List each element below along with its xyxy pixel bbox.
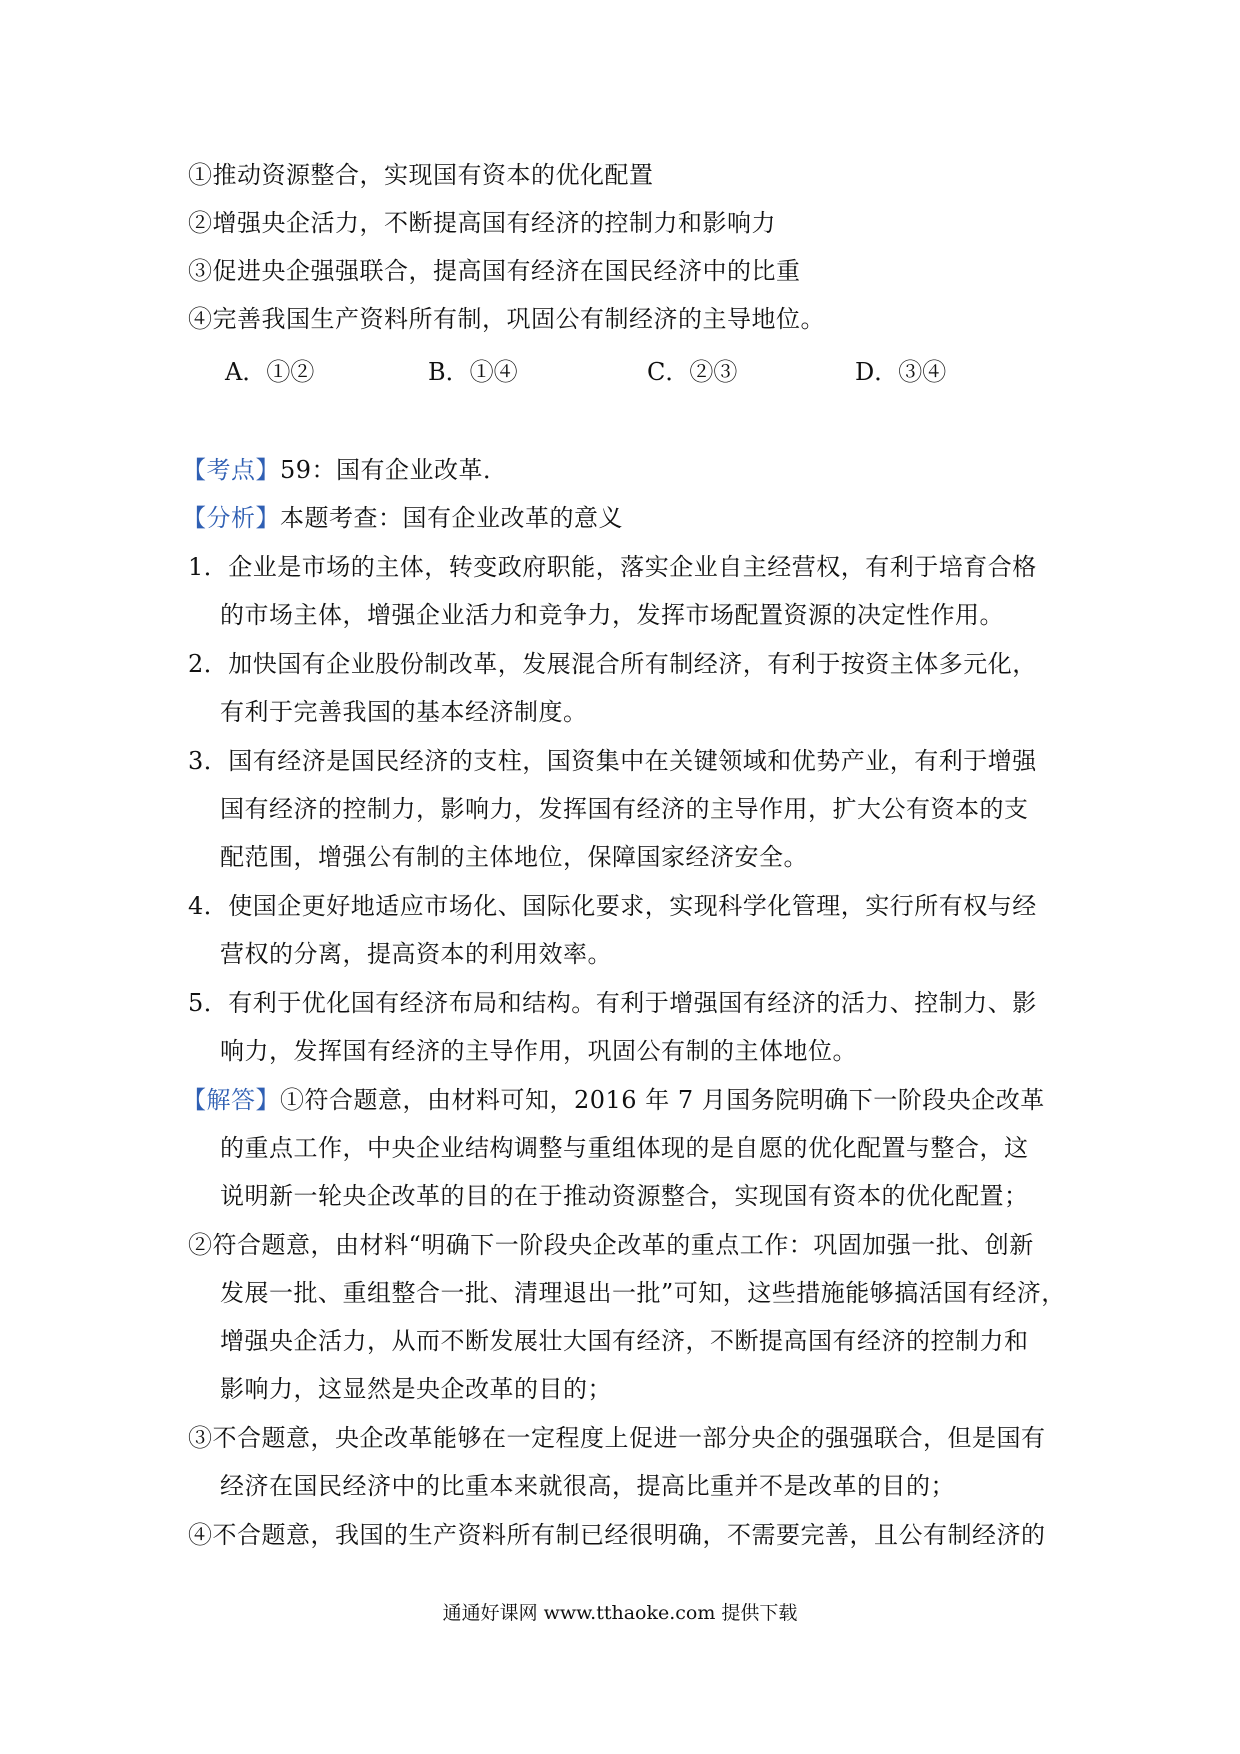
jieda-line-5: 发展一批、重组整合一批、清理退出一批”可知，这些措施能够搞活国有经济， — [220, 1279, 1066, 1307]
point-3-line-1: 3．国有经济是国民经济的支柱，国资集中在关键领域和优势产业，有利于增强 — [188, 747, 1037, 775]
point-5-line-2: 响力，发挥国有经济的主导作用，巩固公有制的主体地位。 — [220, 1037, 857, 1065]
jieda-line-2: 的重点工作，中央企业结构调整与重组体现的是自愿的优化配置与整合，这 — [220, 1134, 1029, 1162]
statement-3: ③促进央企强强联合，提高国有经济在国民经济中的比重 — [188, 257, 801, 285]
jieda-line-4: ②符合题意，由材料“明确下一阶段央企改革的重点工作：巩固加强一批、创新 — [188, 1231, 1034, 1259]
point-5-line-1: 5．有利于优化国有经济布局和结构。有利于增强国有经济的活力、控制力、影 — [188, 989, 1037, 1017]
jieda-text-1: ①符合题意，由材料可知，2016 年 7 月国务院明确下一阶段央企改革 — [280, 1086, 1045, 1114]
jieda-line-3: 说明新一轮央企改革的目的在于推动资源整合，实现国有资本的优化配置； — [220, 1182, 1029, 1210]
point-2-line-1: 2．加快国有企业股份制改革，发展混合所有制经济，有利于按资主体多元化， — [188, 650, 1037, 678]
jieda-line-6: 增强央企活力，从而不断发展壮大国有经济，不断提高国有经济的控制力和 — [220, 1327, 1029, 1355]
option-a: A．①② — [225, 358, 315, 386]
point-2-line-2: 有利于完善我国的基本经济制度。 — [220, 698, 588, 726]
kaodian-text: 59：国有企业改革． — [280, 456, 508, 484]
jieda-tag: 【解答】 — [182, 1086, 280, 1114]
fenxi-line — [182, 503, 623, 533]
option-c: C．②③ — [647, 358, 738, 386]
jieda-line-10: ④不合题意，我国的生产资料所有制已经很明确，不需要完善，且公有制经济的 — [188, 1521, 1046, 1549]
jieda-line-7: 影响力，这显然是央企改革的目的； — [220, 1375, 612, 1403]
page-footer: 通通好课网 www.tthaoke.com 提供下载 — [442, 1602, 798, 1624]
point-4-line-1: 4．使国企更好地适应市场化、国际化要求，实现科学化管理，实行所有权与经 — [188, 892, 1037, 920]
fenxi-tag: 【分析】 — [182, 504, 280, 532]
jieda-line-8: ③不合题意，央企改革能够在一定程度上促进一部分央企的强强联合，但是国有 — [188, 1424, 1046, 1452]
point-1-line-1: 1．企业是市场的主体，转变政府职能，落实企业自主经营权，有利于培育合格 — [188, 553, 1037, 581]
kaodian-tag: 【考点】 — [182, 456, 280, 484]
kaodian-line — [182, 455, 508, 485]
statement-4: ④完善我国生产资料所有制，巩固公有制经济的主导地位。 — [188, 305, 825, 333]
point-4-line-2: 营权的分离，提高资本的利用效率。 — [220, 940, 612, 968]
option-b: B．①④ — [428, 358, 518, 386]
option-d: D．③④ — [855, 358, 947, 386]
fenxi-text: 本题考查：国有企业改革的意义 — [280, 504, 623, 532]
jieda-line-9: 经济在国民经济中的比重本来就很高，提高比重并不是改革的目的； — [220, 1472, 955, 1500]
point-1-line-2: 的市场主体，增强企业活力和竞争力，发挥市场配置资源的决定性作用。 — [220, 601, 1004, 629]
jieda-line-1 — [182, 1085, 1045, 1115]
statement-2: ②增强央企活力，不断提高国有经济的控制力和影响力 — [188, 209, 776, 237]
point-3-line-3: 配范围，增强公有制的主体地位，保障国家经济安全。 — [220, 843, 808, 871]
statement-1: ①推动资源整合，实现国有资本的优化配置 — [188, 161, 654, 189]
point-3-line-2: 国有经济的控制力，影响力，发挥国有经济的主导作用，扩大公有资本的支 — [220, 795, 1029, 823]
